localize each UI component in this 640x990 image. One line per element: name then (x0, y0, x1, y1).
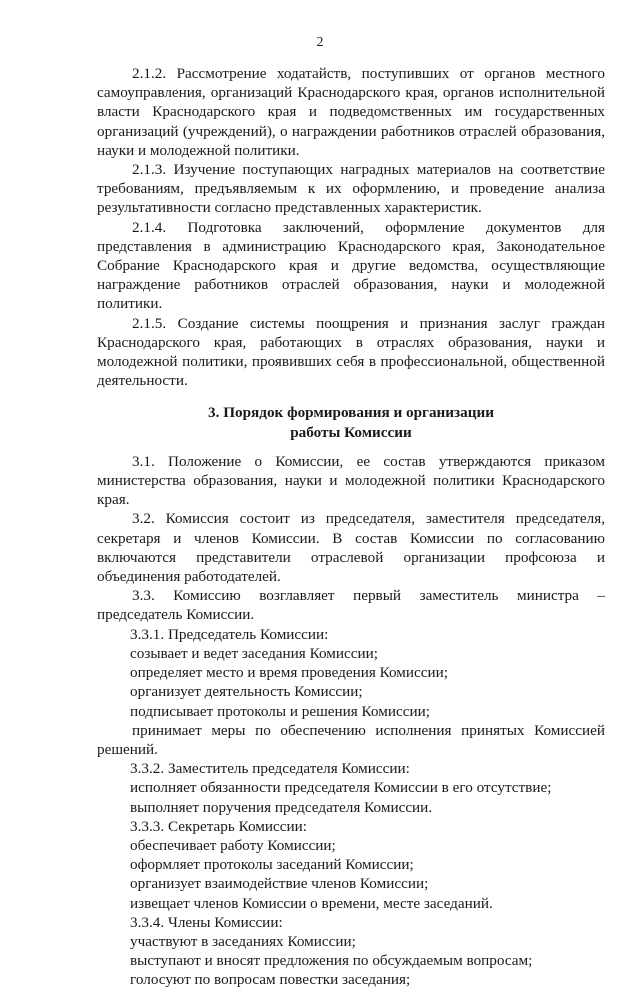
section-heading-line-1: 3. Порядок формирования и организации (208, 404, 494, 422)
list-line: 3.3.1. Председатель Комиссии: (130, 625, 329, 643)
paragraph-3-2: 3.2. Комиссия состоит из председателя, заместителя председателя, секретаря и членов Комиссии. В состав Комиссии по согласованию включаются представители отраслевой организации профсоюза и объединения работодателей. (97, 510, 605, 586)
list-line: выступают и вносят предложения по обсуждаемым вопросам; (130, 952, 533, 970)
list-line: извещает членов Комиссии о времени, месте заседаний. (130, 894, 493, 912)
list-line: определяет место и время проведения Комиссии; (130, 664, 449, 682)
section-heading-line-2: работы Комиссии (290, 423, 412, 441)
section-heading (97, 403, 605, 441)
list-line: обеспечивает работу Комиссии; (130, 836, 336, 854)
paragraph-2-1-3: 2.1.3. Изучение поступающих наградных материалов на соответствие требованиям, предъявляемым к их оформлению, и проведение анализа результативности согласно представленных характеристик. (97, 161, 605, 217)
list-line: организует взаимодействие членов Комиссии; (130, 875, 429, 893)
list-line: исполняет обязанности председателя Комиссии в его отсутствие; (130, 779, 552, 797)
paragraph-3-3: 3.3. Комиссию возглавляет первый заместитель министра – председатель Комиссии. (97, 587, 605, 624)
list-line: подписывает протоколы и решения Комиссии; (130, 702, 430, 720)
list-line: 3.3.2. Заместитель председателя Комиссии: (130, 760, 410, 778)
list-line: организует деятельность Комиссии; (130, 683, 363, 701)
list-line: 3.3.4. Члены Комиссии: (130, 913, 283, 931)
paragraph-2-1-2: 2.1.2. Рассмотрение ходатайств, поступивших от органов местного самоуправления, организаций Краснодарского края, органов исполнительной власти Краснодарского края и подведомственных им государственных организаций (учреждений), о награждении работников отраслей образования, науки и молодежной политики. (97, 65, 605, 159)
paragraph-3-1: 3.1. Положение о Комиссии, ее состав утверждаются приказом министерства образования, науки и молодежной политики Краснодарского края. (97, 452, 605, 509)
document-body (97, 64, 605, 990)
page-number: 2 (316, 35, 324, 50)
list-line: выполняет поручения председателя Комиссии. (130, 798, 433, 816)
list-line: созывает и ведет заседания Комиссии; (130, 644, 378, 662)
list-line: голосуют по вопросам повестки заседания; (130, 971, 411, 989)
list-line: оформляет протоколы заседаний Комиссии; (130, 856, 414, 874)
list-line: принимает меры по обеспечению исполнения принятых Комиссией решений. (97, 721, 605, 758)
paragraph-2-1-4: 2.1.4. Подготовка заключений, оформление документов для представления в администрацию Краснодарского края, Законодательное Собрание Краснодарского края и другие ведомства, осуществляющие награждение работников отраслей образования, науки и молодежной политики. (97, 218, 605, 313)
list-line: участвуют в заседаниях Комиссии; (130, 932, 356, 950)
list-line: 3.3.3. Секретарь Комиссии: (130, 817, 307, 835)
paragraph-2-1-5: 2.1.5. Создание системы поощрения и признания заслуг граждан Краснодарского края, работающих в отраслях образования, науки и молодежной политики, проявивших себя в профессиональной, общественной деятельности. (97, 314, 605, 390)
